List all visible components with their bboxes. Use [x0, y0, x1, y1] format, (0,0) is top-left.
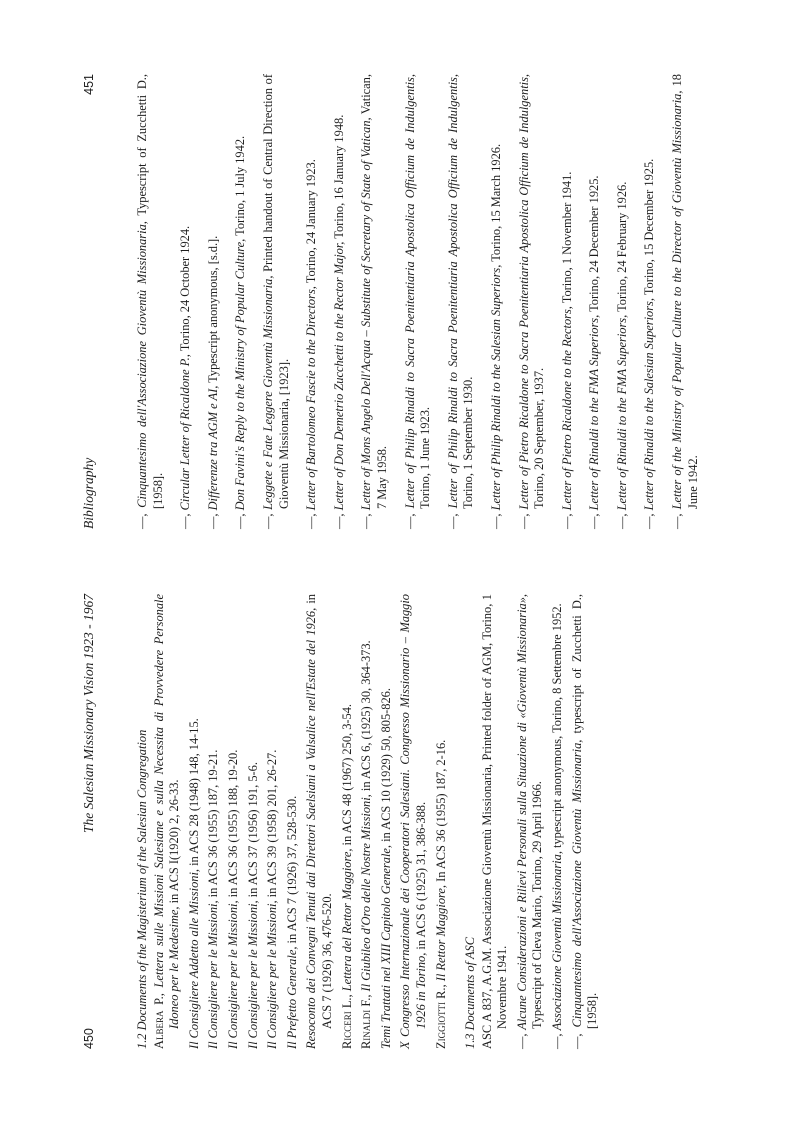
entry-details: Torino, 15 March 1926. — [488, 143, 503, 262]
entry-details: Printed handout of Central Direction of Gioventù Missionaria, [1923]. — [260, 74, 291, 509]
entry-title: Il Consigliere Addetto alle Missioni, — [186, 869, 201, 1049]
entry-details: in ACS 10 (1929) 50, 805-826. — [378, 688, 393, 842]
bibliography-entry — [446, 74, 477, 529]
right-page-content — [135, 74, 701, 529]
entry-details: Torino, 1 September 1930. — [461, 376, 476, 509]
entry-title: Circular Letter of Ricaldone P., — [178, 354, 193, 511]
entry-title: Letter of Pietro Ricaldone to the Rectors, — [559, 306, 574, 511]
entry-author: —, — [205, 513, 220, 529]
bibliography-entry — [515, 594, 546, 1049]
entry-author: —, — [359, 513, 374, 529]
bibliography-entry — [550, 594, 566, 1049]
entry-title: Lettera sulle Missioni Salesiane e sulla Necessita di Provvedere Personale Idoneo per le Medesime, — [151, 594, 182, 1029]
bibliography-entry — [670, 74, 701, 529]
bibliography-entry — [489, 74, 505, 529]
bibliography-entry — [226, 594, 242, 1049]
bibliography-entry — [206, 74, 222, 529]
bibliography-list — [480, 594, 601, 1049]
entry-details: Torino, 15 December 1925. — [642, 158, 657, 296]
bibliography-entry — [340, 594, 356, 1049]
entry-author: —, — [488, 513, 503, 529]
entry-author: —, — [569, 1033, 584, 1049]
bibliography-entry — [517, 74, 548, 529]
left-page — [78, 594, 605, 1049]
bibliography-entry — [332, 74, 348, 529]
entry-author: Ricceri L., — [339, 994, 354, 1049]
entry-title: Letter of the Ministry of Popular Culture to the Director of Gioventù Missionaria, — [670, 90, 685, 510]
bibliography-entry — [359, 74, 390, 529]
entry-title: Associazione Gioventù Missionaria, — [550, 851, 565, 1031]
entry-details: 18 June 1942. — [670, 74, 700, 509]
entry-title: Don Favini's Reply to the Ministry of Popular Culture, — [233, 238, 248, 511]
entry-details: in ACS 37 (1956) 191, 5-6. — [245, 762, 260, 898]
entry-details: Typescript of Cleva Mario, Torino, 29 April 1966. — [530, 781, 545, 1029]
entry-title: Il Consigliere per le Missioni, — [206, 900, 221, 1049]
page-number-right: 451 — [82, 74, 96, 95]
entry-author: Rinaldi F., — [359, 994, 374, 1049]
entry-title: Letter of Pietro Ricaldone to Sacra Poenitentiaria Apostolica Officium de Indulgentis, — [516, 74, 531, 510]
entry-title: Letter of Philip Rinaldi to the Salesian Superiors, — [488, 264, 503, 511]
entry-title: Il Consigliere per le Missioni, — [225, 900, 240, 1049]
bibliography-entry — [570, 594, 601, 1049]
entry-title: Cinquantesimo dell'Associazione Gioventù Missionaria, — [569, 739, 584, 1028]
bibliography-entry — [434, 594, 450, 1049]
bibliography-entry — [304, 74, 320, 529]
entry-title: Alcune Considerazioni e Rilievi Personali sulla Situazione di «Gioventù Missionaria», — [514, 594, 529, 1030]
entry-author: Ziggiotti R., — [433, 984, 448, 1049]
entry-author: —, — [178, 513, 193, 529]
entry-details: Vatican, 7 May 1958. — [359, 74, 389, 509]
section-heading: 1.3 Documents of ASC — [463, 937, 478, 1049]
bibliography-entry — [403, 74, 434, 529]
running-head-right — [78, 74, 100, 529]
running-title-right: Bibliography — [81, 457, 96, 529]
entry-author: —, — [445, 513, 460, 529]
entry-details: Torino, 24 October 1924. — [178, 225, 193, 352]
entry-details: Torino, 24 January 1923. — [304, 159, 319, 284]
bibliography-entry — [135, 74, 166, 529]
entry-details: In ACS 36 (1955) 187, 2-16. — [433, 739, 448, 882]
bibliography-entry — [379, 594, 395, 1049]
entry-author: —, — [260, 513, 275, 529]
running-title-left: The Salesian Missionary Vision 1923 - 1967 — [81, 594, 96, 833]
entry-author: —, — [670, 513, 685, 529]
entry-details: Torino, 1 June 1923. — [418, 406, 433, 509]
entry-details: in ACS 6, (1925) 30, 364-373. — [359, 640, 374, 792]
entry-author: —, — [559, 513, 574, 529]
entry-author: —, — [514, 1033, 529, 1049]
entry-author: —, — [402, 513, 417, 529]
bibliography-list — [152, 594, 450, 1049]
running-head-left — [78, 594, 100, 1049]
entry-details: Torino, 1 November 1941. — [559, 171, 574, 304]
entry-author: —, — [614, 513, 629, 529]
entry-details: Torino, 1 July 1942. — [233, 135, 248, 236]
entry-details: in ACS 7 (1926) 36, 476-520. — [304, 594, 334, 1029]
right-page — [78, 74, 713, 529]
entry-author: —, — [135, 513, 149, 529]
bibliography-entry — [615, 74, 631, 529]
entry-title: Letter of Philip Rinaldi to Sacra Poenitentiaria Apostolica Officium de Indulgentis, — [402, 74, 417, 509]
entry-details: Torino, 24 December 1925. — [587, 175, 602, 312]
bibliography-entry — [246, 594, 262, 1049]
entry-title: Letter of Rinaldi to the FMA Superiors, — [587, 314, 602, 511]
entry-title: Letter of Mons Angelo Dell'Acqua – Substitute of Secretary of State of Vatican, — [359, 117, 374, 511]
entry-title: Temi Trattati nel XIII Capitolo Generale, — [378, 845, 393, 1049]
entry-details: typescript of Zucchetti D., [1958]. — [569, 594, 600, 1029]
bibliography-entry — [178, 74, 194, 529]
entry-author: —, — [331, 513, 346, 529]
entry-details: in ACS 36 (1955) 188, 19-20. — [225, 749, 240, 898]
entry-title: Letter of Rinaldi to the FMA Superiors, — [614, 314, 629, 511]
entry-author: —, — [304, 513, 319, 529]
entry-author: —, — [642, 513, 657, 529]
page-number-left: 450 — [82, 1028, 96, 1049]
entry-title: Il Consigliere per le Missioni, — [245, 900, 260, 1049]
entry-details: in ACS 28 (1948) 148, 14-15. — [186, 718, 201, 866]
entry-details: typescript anonymous, Torino, 8 Settembre 1952. — [550, 603, 565, 848]
entry-title: Letter of Rinaldi to the Salesian Superiors, — [642, 298, 657, 511]
bibliography-entry — [261, 74, 292, 529]
entry-title: Cinquantesimo dell'Associazione Gioventù Missionaria, — [135, 221, 149, 508]
bibliography-entry — [642, 74, 658, 529]
entry-title: Il Prefetto Generale, — [284, 946, 299, 1049]
entry-author: —, — [587, 513, 602, 529]
entry-title: Resoconto dei Convegni Tenuti dai Direttori Saelsiani a Valsalice nell'Estate del 1926, — [304, 607, 319, 1049]
entry-details: Torino, 16 January 1948. — [331, 114, 346, 239]
entry-title: X Congresso Internazionale dei Cooperatori Salesiani. Congresso Missionario – Maggio 1926 in Torino, — [398, 594, 428, 1049]
bibliography-entry — [152, 594, 183, 1049]
bibliography-entry — [233, 74, 249, 529]
entry-author: —, — [516, 513, 531, 529]
entry-title: Leggete e Fate Leggere Gioventù Missionaria, — [260, 275, 275, 510]
entry-details: in ACS 6 (1925) 31, 386-388. — [413, 801, 428, 950]
entry-details: ASC A 837, A.G.M. Associazione Gioventù Missionaria, Printed folder of AGM, Torino, 1 Novembre 1941. — [479, 594, 510, 1049]
entry-author: Albera P., — [151, 993, 166, 1049]
entry-title: Differenze tra AGM e AI, — [205, 385, 220, 511]
entry-title: Letter of Don Demetrio Zucchetti to the Rector Major, — [331, 241, 346, 511]
bibliography-entry — [560, 74, 576, 529]
bibliography-entry — [285, 594, 301, 1049]
bibliography-entry — [480, 594, 511, 1049]
entry-title: Letter of Bartolomeo Fascie to the Directors, — [304, 286, 319, 511]
entry-title: Letter of Philip Rinaldi to Sacra Poenitentiaria Apostolica Officium de Indulgentis, — [445, 74, 460, 509]
bibliography-entry — [398, 594, 429, 1049]
entry-details: in ACS 7 (1926) 37, 528-530. — [284, 795, 299, 944]
entry-title: Il Rettor Maggiore, — [433, 885, 448, 982]
left-page-content — [135, 594, 601, 1049]
bibliography-entry — [265, 594, 281, 1049]
bibliography-entry — [359, 594, 375, 1049]
entry-title: Il Giubileo d'Oro delle Nostre Missioni, — [359, 794, 374, 992]
section-heading: 1.2 Documents of the Magisterium of the Salesian Congregation — [135, 729, 149, 1049]
entry-details: in ACS 39 (1958) 201, 26-27. — [265, 749, 280, 898]
entry-details: Typescript of Zucchetti D., [1958]. — [135, 74, 165, 509]
entry-details: Typescript anonymous, [s.d.]. — [205, 235, 220, 383]
bibliography-entry — [206, 594, 222, 1049]
entry-author: —, — [233, 513, 248, 529]
entry-details: in ACS I(1920) 2, 26-33. — [167, 779, 182, 904]
bibliography-entry — [304, 594, 335, 1049]
entry-details: in ACS 36 (1955) 187, 19-21. — [206, 749, 221, 898]
entry-details: Torino, 20 September, 1937. — [532, 367, 547, 509]
entry-details: in ACS 48 (1967) 250, 3-54. — [339, 703, 354, 846]
entry-details: Torino, 24 February 1926. — [614, 181, 629, 312]
bibliography-entry — [187, 594, 203, 1049]
entry-title: Il Consigliere per le Missioni, — [265, 900, 280, 1049]
bibliography-entry — [587, 74, 603, 529]
entry-author: —, — [550, 1033, 565, 1049]
entry-title: Lettera del Rettor Maggiore, — [339, 848, 354, 992]
bibliography-list — [135, 74, 701, 529]
